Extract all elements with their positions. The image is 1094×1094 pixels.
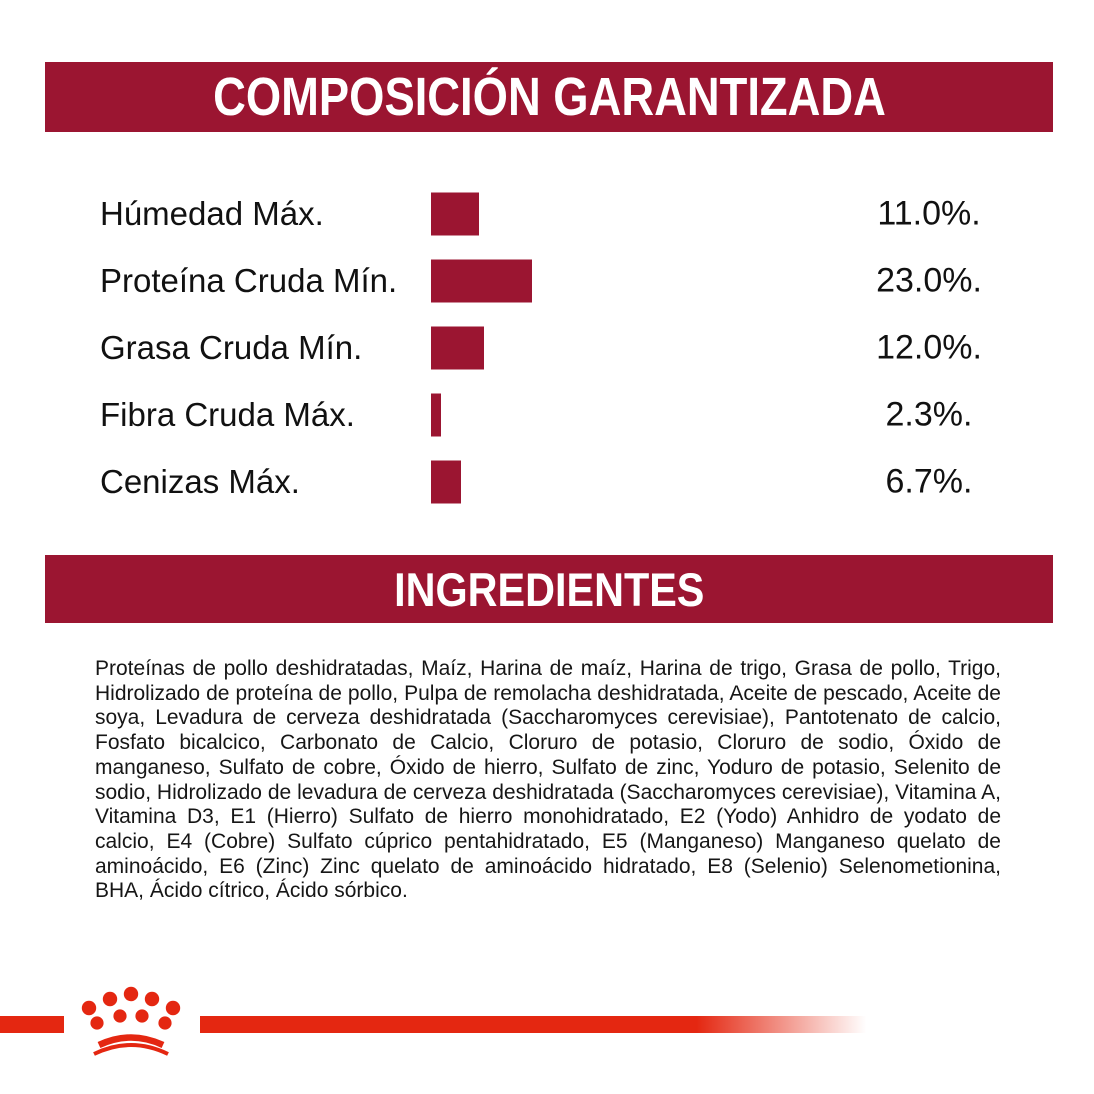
nutrient-value: 23.0%. [876, 261, 982, 299]
composition-row [0, 381, 1094, 448]
ingredients-text: Proteínas de pollo deshidratadas, Maíz, Harina de maíz, Harina de trigo, Grasa de pollo, Trigo, Hidrolizado de proteína de pollo, Pulpa de remolacha deshidratada, Aceite de pescado, Aceite de soya, Levadura de cerveza deshidratada (Saccharomyces cerevisiae), Pantotenato de calcio, Fosfato bicalcico, Carbonato de Calcio, Cloruro de potasio, Cloruro de sodio, Óxido de manganeso, Sulfato de cobre, Óxido de hierro, Sulfato de zinc, Yoduro de potasio, Selenito de sodio, Hidrolizado de levadura de cerveza deshidratada (Saccharomyces cerevisiae), Vitamina A, Vitamina D3, E1 (Hierro) Sulfato de hierro monohidratado, E2 (Yodo) Anhidro de yodato de calcio, E4 (Cobre) Sulfato cúprico pentahidratado, E5 (Manganeso) Manganeso quelato de aminoácido, E6 (Zinc) Zinc quelato de aminoácido hidratado, E8 (Selenio) Selenometionina, BHA, Ácido cítrico, Ácido sórbico. [95, 657, 1001, 903]
nutrient-label: Húmedad Máx. [100, 194, 324, 232]
nutrient-bar [431, 192, 479, 235]
composition-row [0, 448, 1094, 515]
nutrient-label: Fibra Cruda Máx. [100, 395, 355, 433]
nutrient-value: 6.7%. [885, 462, 973, 500]
nutrient-bar [431, 259, 532, 302]
composition-row [0, 314, 1094, 381]
composition-header-bar [45, 62, 1053, 132]
ingredients-header-bar [45, 555, 1053, 623]
composition-row [0, 247, 1094, 314]
brand-stripe-right [200, 1016, 880, 1033]
nutrient-bar [431, 393, 441, 436]
nutrient-bar [431, 460, 461, 503]
composition-row [0, 180, 1094, 247]
nutrient-label: Proteína Cruda Mín. [100, 261, 398, 299]
composition-title: COMPOSICIÓN GARANTIZADA [212, 67, 886, 127]
ingredients-title: INGREDIENTES [393, 562, 705, 616]
nutrient-value: 11.0%. [877, 194, 981, 232]
royal-canin-crown-icon [60, 975, 200, 1075]
nutrient-label: Grasa Cruda Mín. [100, 328, 363, 366]
nutrient-bar [431, 326, 484, 369]
nutrient-value: 12.0%. [876, 328, 982, 366]
nutrient-value: 2.3%. [885, 395, 973, 433]
brand-stripe-left [0, 1016, 64, 1033]
nutrient-label: Cenizas Máx. [100, 462, 300, 500]
composition-chart [0, 180, 1094, 515]
